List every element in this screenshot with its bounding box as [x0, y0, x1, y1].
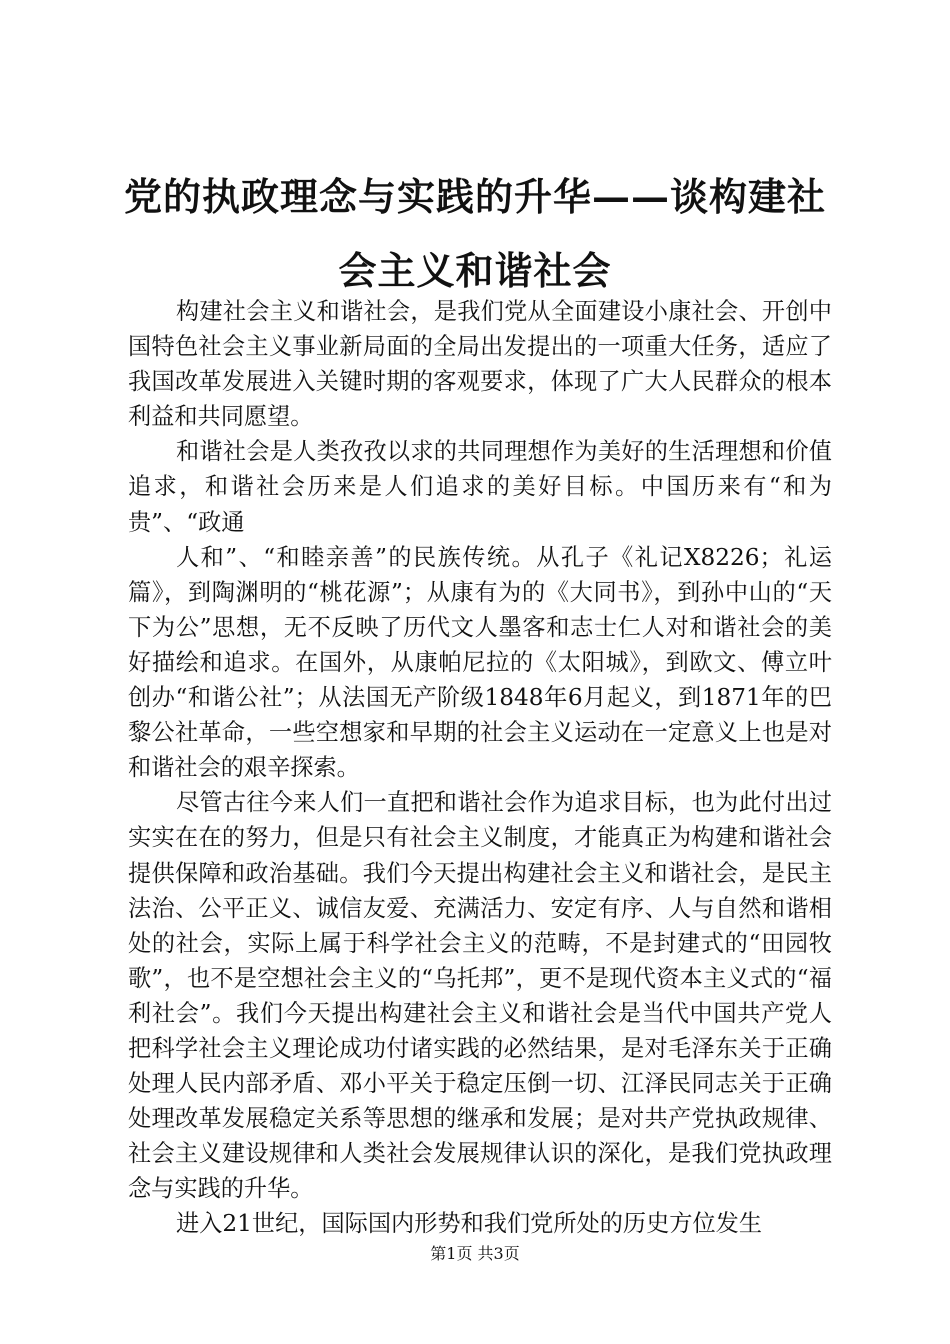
paragraph: 构建社会主义和谐社会，是我们党从全面建设小康社会、开创中国特色社会主义事业新局面的全局出发提出的一项重大任务，适应了我国改革发展进入关键时期的客观要求，体现了广大人民群众的根本利益和共同愿望。: [128, 298, 832, 431]
paragraph: 进入21世纪，国际国内形势和我们党所处的历史方位发生: [176, 1210, 763, 1238]
document-body: [128, 294, 832, 1242]
paragraph: 人和”、“和睦亲善”的民族传统。从孔子《礼记X8226；礼运篇》，到陶渊明的“桃花源”；从康有为的《大同书》，到孙中山的“天下为公”思想，无不反映了历代文人墨客和志士仁人对和谐社会的美好描绘和追求。在国外，从康帕尼拉的《太阳城》，到欧文、傅立叶创办“和谐公社”；从法国无产阶级1848年6月起义，到1871年的巴黎公社革命，一些空想家和早期的社会主义运动在一定意义上也是对和谐社会的艰辛探索。: [128, 543, 832, 782]
page-number-footer: 第1页 共3页: [430, 1244, 520, 1263]
document-title: 党的执政理念与实践的升华——谈构建社会主义和谐社会: [123, 174, 826, 293]
paragraph: 和谐社会是人类孜孜以求的共同理想作为美好的生活理想和价值追求，和谐社会历来是人们追求的美好目标。中国历来有“和为贵”、“政通: [128, 438, 832, 536]
paragraph: 尽管古往今来人们一直把和谐社会作为追求目标，也为此付出过实实在在的努力，但是只有社会主义制度，才能真正为构建和谐社会提供保障和政治基础。我们今天提出构建社会主义和谐社会，是民主法治、公平正义、诚信友爱、充满活力、安定有序、人与自然和谐相处的社会，实际上属于科学社会主义的范畴，不是封建式的“田园牧歌”，也不是空想社会主义的“乌托邦”，更不是现代资本主义式的“福利社会”。我们今天提出构建社会主义和谐社会是当代中国共产党人把科学社会主义理论成功付诸实践的必然结果，是对毛泽东关于正确处理人民内部矛盾、邓小平关于稳定压倒一切、江泽民同志关于正确处理改革发展稳定关系等思想的继承和发展；是对共产党执政规律、社会主义建设规律和人类社会发展规律认识的深化，是我们党执政理念与实践的升华。: [128, 789, 832, 1203]
